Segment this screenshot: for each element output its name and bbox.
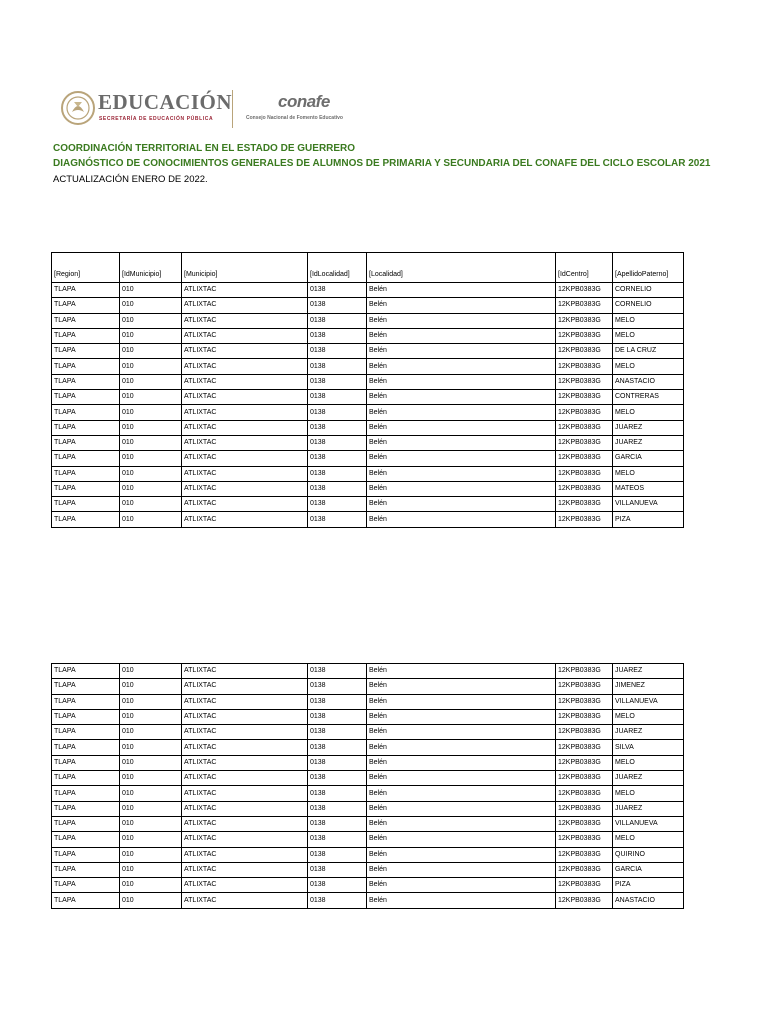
- cell-id-municipio: 010: [120, 344, 182, 359]
- table-row: [52, 755, 684, 770]
- table-row: [52, 298, 684, 313]
- column-header-apellido-paterno: [ApellidoPaterno]: [613, 253, 684, 283]
- cell-apellido-paterno: MELO: [613, 755, 684, 770]
- cell-id-municipio: 010: [120, 466, 182, 481]
- cell-municipio: ATLIXTAC: [182, 344, 308, 359]
- cell-region: TLAPA: [52, 359, 120, 374]
- cell-region: TLAPA: [52, 390, 120, 405]
- cell-id-municipio: 010: [120, 801, 182, 816]
- cell-region: TLAPA: [52, 771, 120, 786]
- cell-localidad: Belén: [367, 405, 556, 420]
- cell-municipio: ATLIXTAC: [182, 420, 308, 435]
- cell-localidad: Belén: [367, 359, 556, 374]
- cell-id-localidad: 0138: [308, 679, 367, 694]
- cell-id-localidad: 0138: [308, 313, 367, 328]
- cell-region: TLAPA: [52, 709, 120, 724]
- cell-apellido-paterno: JIMENEZ: [613, 679, 684, 694]
- cell-municipio: ATLIXTAC: [182, 786, 308, 801]
- cell-id-localidad: 0138: [308, 328, 367, 343]
- column-header-id-localidad: [IdLocalidad]: [308, 253, 367, 283]
- table-row: [52, 405, 684, 420]
- cell-municipio: ATLIXTAC: [182, 481, 308, 496]
- cell-id-centro: 12KPB0383G: [556, 786, 613, 801]
- cell-region: TLAPA: [52, 786, 120, 801]
- table-row: [52, 694, 684, 709]
- cell-region: TLAPA: [52, 451, 120, 466]
- cell-id-municipio: 010: [120, 313, 182, 328]
- cell-id-centro: 12KPB0383G: [556, 694, 613, 709]
- mexico-seal-icon: [60, 88, 96, 128]
- education-logo-subtitle: SECRETARÍA DE EDUCACIÓN PÚBLICA: [99, 116, 214, 122]
- cell-municipio: ATLIXTAC: [182, 878, 308, 893]
- cell-id-centro: 12KPB0383G: [556, 435, 613, 450]
- cell-id-centro: 12KPB0383G: [556, 328, 613, 343]
- cell-region: TLAPA: [52, 893, 120, 908]
- cell-apellido-paterno: MATEOS: [613, 481, 684, 496]
- cell-localidad: Belén: [367, 298, 556, 313]
- cell-apellido-paterno: JUAREZ: [613, 801, 684, 816]
- cell-id-municipio: 010: [120, 725, 182, 740]
- cell-region: TLAPA: [52, 664, 120, 679]
- table-row: [52, 679, 684, 694]
- cell-apellido-paterno: JUAREZ: [613, 771, 684, 786]
- cell-localidad: Belén: [367, 709, 556, 724]
- cell-apellido-paterno: CONTRERAS: [613, 390, 684, 405]
- cell-municipio: ATLIXTAC: [182, 405, 308, 420]
- table-row: [52, 359, 684, 374]
- cell-region: TLAPA: [52, 313, 120, 328]
- column-header-localidad: [Localidad]: [367, 253, 556, 283]
- cell-municipio: ATLIXTAC: [182, 435, 308, 450]
- cell-municipio: ATLIXTAC: [182, 755, 308, 770]
- cell-apellido-paterno: ANASTACIO: [613, 893, 684, 908]
- cell-apellido-paterno: MELO: [613, 466, 684, 481]
- cell-region: TLAPA: [52, 694, 120, 709]
- cell-id-municipio: 010: [120, 435, 182, 450]
- cell-region: TLAPA: [52, 816, 120, 831]
- cell-id-municipio: 010: [120, 771, 182, 786]
- table-row: [52, 344, 684, 359]
- cell-municipio: ATLIXTAC: [182, 374, 308, 389]
- cell-localidad: Belén: [367, 878, 556, 893]
- cell-id-localidad: 0138: [308, 771, 367, 786]
- cell-id-centro: 12KPB0383G: [556, 771, 613, 786]
- cell-id-centro: 12KPB0383G: [556, 344, 613, 359]
- cell-localidad: Belén: [367, 679, 556, 694]
- cell-apellido-paterno: MELO: [613, 328, 684, 343]
- cell-municipio: ATLIXTAC: [182, 709, 308, 724]
- cell-municipio: ATLIXTAC: [182, 725, 308, 740]
- cell-id-localidad: 0138: [308, 405, 367, 420]
- cell-apellido-paterno: GARCIA: [613, 451, 684, 466]
- cell-id-localidad: 0138: [308, 298, 367, 313]
- cell-municipio: ATLIXTAC: [182, 313, 308, 328]
- cell-id-centro: 12KPB0383G: [556, 374, 613, 389]
- cell-localidad: Belén: [367, 451, 556, 466]
- cell-municipio: ATLIXTAC: [182, 832, 308, 847]
- cell-localidad: Belén: [367, 481, 556, 496]
- cell-id-municipio: 010: [120, 390, 182, 405]
- table-row: [52, 816, 684, 831]
- table-row: [52, 878, 684, 893]
- cell-municipio: ATLIXTAC: [182, 893, 308, 908]
- cell-id-centro: 12KPB0383G: [556, 466, 613, 481]
- cell-municipio: ATLIXTAC: [182, 679, 308, 694]
- cell-id-centro: 12KPB0383G: [556, 816, 613, 831]
- cell-region: TLAPA: [52, 847, 120, 862]
- cell-municipio: ATLIXTAC: [182, 801, 308, 816]
- cell-localidad: Belén: [367, 816, 556, 831]
- table-row: [52, 283, 684, 298]
- cell-id-centro: 12KPB0383G: [556, 740, 613, 755]
- cell-localidad: Belén: [367, 664, 556, 679]
- cell-localidad: Belén: [367, 786, 556, 801]
- cell-id-centro: 12KPB0383G: [556, 451, 613, 466]
- cell-region: TLAPA: [52, 497, 120, 512]
- cell-apellido-paterno: PIZA: [613, 512, 684, 527]
- table-row: [52, 313, 684, 328]
- cell-id-centro: 12KPB0383G: [556, 359, 613, 374]
- cell-id-municipio: 010: [120, 481, 182, 496]
- cell-id-municipio: 010: [120, 374, 182, 389]
- cell-apellido-paterno: MELO: [613, 313, 684, 328]
- cell-id-localidad: 0138: [308, 435, 367, 450]
- cell-id-municipio: 010: [120, 664, 182, 679]
- cell-municipio: ATLIXTAC: [182, 328, 308, 343]
- column-header-municipio: [Municipio]: [182, 253, 308, 283]
- cell-id-centro: 12KPB0383G: [556, 832, 613, 847]
- column-header-id-centro: [IdCentro]: [556, 253, 613, 283]
- cell-id-municipio: 010: [120, 847, 182, 862]
- cell-id-municipio: 010: [120, 740, 182, 755]
- cell-id-localidad: 0138: [308, 816, 367, 831]
- cell-apellido-paterno: JUAREZ: [613, 420, 684, 435]
- table-row: [52, 740, 684, 755]
- cell-localidad: Belén: [367, 390, 556, 405]
- cell-id-centro: 12KPB0383G: [556, 481, 613, 496]
- cell-localidad: Belén: [367, 801, 556, 816]
- cell-region: TLAPA: [52, 740, 120, 755]
- cell-id-centro: 12KPB0383G: [556, 847, 613, 862]
- cell-id-localidad: 0138: [308, 512, 367, 527]
- conafe-logo-subtitle: Consejo Nacional de Fomento Educativo: [246, 115, 343, 121]
- cell-localidad: Belén: [367, 512, 556, 527]
- cell-id-localidad: 0138: [308, 481, 367, 496]
- cell-id-municipio: 010: [120, 755, 182, 770]
- cell-region: TLAPA: [52, 374, 120, 389]
- cell-municipio: ATLIXTAC: [182, 771, 308, 786]
- cell-localidad: Belén: [367, 755, 556, 770]
- cell-municipio: ATLIXTAC: [182, 466, 308, 481]
- cell-id-centro: 12KPB0383G: [556, 725, 613, 740]
- cell-id-municipio: 010: [120, 405, 182, 420]
- cell-apellido-paterno: VILLANUEVA: [613, 816, 684, 831]
- cell-apellido-paterno: DE LA CRUZ: [613, 344, 684, 359]
- cell-id-centro: 12KPB0383G: [556, 878, 613, 893]
- students-table-2: [51, 663, 684, 909]
- cell-id-localidad: 0138: [308, 755, 367, 770]
- cell-id-centro: 12KPB0383G: [556, 497, 613, 512]
- cell-id-centro: 12KPB0383G: [556, 512, 613, 527]
- cell-id-municipio: 010: [120, 497, 182, 512]
- cell-id-municipio: 010: [120, 816, 182, 831]
- cell-municipio: ATLIXTAC: [182, 847, 308, 862]
- conafe-logo-text: conafe: [278, 92, 330, 111]
- cell-municipio: ATLIXTAC: [182, 664, 308, 679]
- cell-id-municipio: 010: [120, 420, 182, 435]
- table-row: [52, 328, 684, 343]
- cell-localidad: Belén: [367, 497, 556, 512]
- cell-id-centro: 12KPB0383G: [556, 420, 613, 435]
- cell-id-centro: 12KPB0383G: [556, 801, 613, 816]
- cell-id-localidad: 0138: [308, 420, 367, 435]
- cell-region: TLAPA: [52, 755, 120, 770]
- cell-id-municipio: 010: [120, 709, 182, 724]
- cell-id-municipio: 010: [120, 893, 182, 908]
- column-header-region: [Region]: [52, 253, 120, 283]
- cell-apellido-paterno: ANASTACIO: [613, 374, 684, 389]
- cell-id-municipio: 010: [120, 328, 182, 343]
- cell-id-localidad: 0138: [308, 725, 367, 740]
- cell-id-municipio: 010: [120, 832, 182, 847]
- cell-region: TLAPA: [52, 512, 120, 527]
- cell-localidad: Belén: [367, 694, 556, 709]
- cell-localidad: Belén: [367, 771, 556, 786]
- cell-id-localidad: 0138: [308, 344, 367, 359]
- cell-localidad: Belén: [367, 725, 556, 740]
- table-row: [52, 725, 684, 740]
- cell-localidad: Belén: [367, 374, 556, 389]
- table-row: [52, 451, 684, 466]
- cell-municipio: ATLIXTAC: [182, 862, 308, 877]
- table-row: [52, 786, 684, 801]
- cell-apellido-paterno: CORNELIO: [613, 283, 684, 298]
- cell-region: TLAPA: [52, 679, 120, 694]
- cell-id-localidad: 0138: [308, 878, 367, 893]
- cell-localidad: Belén: [367, 832, 556, 847]
- cell-id-centro: 12KPB0383G: [556, 283, 613, 298]
- cell-apellido-paterno: MELO: [613, 709, 684, 724]
- cell-id-centro: 12KPB0383G: [556, 298, 613, 313]
- cell-id-centro: 12KPB0383G: [556, 862, 613, 877]
- cell-apellido-paterno: JUAREZ: [613, 725, 684, 740]
- cell-localidad: Belén: [367, 847, 556, 862]
- title-update-date: ACTUALIZACIÓN ENERO DE 2022.: [53, 174, 208, 185]
- cell-apellido-paterno: VILLANUEVA: [613, 497, 684, 512]
- cell-region: TLAPA: [52, 862, 120, 877]
- cell-id-municipio: 010: [120, 283, 182, 298]
- cell-apellido-paterno: JUAREZ: [613, 664, 684, 679]
- table-row: [52, 512, 684, 527]
- cell-region: TLAPA: [52, 298, 120, 313]
- cell-id-centro: 12KPB0383G: [556, 893, 613, 908]
- cell-localidad: Belén: [367, 328, 556, 343]
- cell-municipio: ATLIXTAC: [182, 816, 308, 831]
- cell-id-localidad: 0138: [308, 497, 367, 512]
- cell-municipio: ATLIXTAC: [182, 451, 308, 466]
- cell-apellido-paterno: MELO: [613, 405, 684, 420]
- table-row: [52, 771, 684, 786]
- table-header-row: [52, 253, 684, 283]
- cell-id-municipio: 010: [120, 862, 182, 877]
- header-logos: [60, 88, 360, 132]
- cell-id-centro: 12KPB0383G: [556, 679, 613, 694]
- table-row: [52, 832, 684, 847]
- table-row: [52, 847, 684, 862]
- cell-region: TLAPA: [52, 725, 120, 740]
- cell-id-municipio: 010: [120, 694, 182, 709]
- cell-id-municipio: 010: [120, 679, 182, 694]
- cell-id-localidad: 0138: [308, 359, 367, 374]
- cell-id-localidad: 0138: [308, 664, 367, 679]
- table-row: [52, 466, 684, 481]
- cell-id-centro: 12KPB0383G: [556, 709, 613, 724]
- cell-id-municipio: 010: [120, 878, 182, 893]
- table-row: [52, 497, 684, 512]
- cell-id-municipio: 010: [120, 298, 182, 313]
- cell-municipio: ATLIXTAC: [182, 359, 308, 374]
- cell-localidad: Belén: [367, 344, 556, 359]
- cell-id-localidad: 0138: [308, 801, 367, 816]
- cell-id-municipio: 010: [120, 451, 182, 466]
- cell-id-centro: 12KPB0383G: [556, 405, 613, 420]
- cell-id-localidad: 0138: [308, 694, 367, 709]
- cell-apellido-paterno: MELO: [613, 832, 684, 847]
- table-row: [52, 420, 684, 435]
- cell-id-localidad: 0138: [308, 847, 367, 862]
- title-coordination: COORDINACIÓN TERRITORIAL EN EL ESTADO DE GUERRERO: [53, 143, 356, 154]
- cell-localidad: Belén: [367, 740, 556, 755]
- cell-id-localidad: 0138: [308, 709, 367, 724]
- cell-apellido-paterno: SILVA: [613, 740, 684, 755]
- cell-municipio: ATLIXTAC: [182, 283, 308, 298]
- cell-localidad: Belén: [367, 435, 556, 450]
- cell-id-municipio: 010: [120, 359, 182, 374]
- cell-region: TLAPA: [52, 832, 120, 847]
- cell-id-centro: 12KPB0383G: [556, 390, 613, 405]
- education-logo-text: EDUCACIÓN: [98, 90, 233, 114]
- cell-municipio: ATLIXTAC: [182, 298, 308, 313]
- logo-divider: [232, 90, 233, 128]
- cell-apellido-paterno: MELO: [613, 786, 684, 801]
- column-header-id-municipio: [IdMunicipio]: [120, 253, 182, 283]
- title-diagnostic: DIAGNÓSTICO DE CONOCIMIENTOS GENERALES DE ALUMNOS DE PRIMARIA Y SECUNDARIA DEL CONAFE DEL CICLO ESCOLAR 2021: [53, 158, 711, 169]
- cell-apellido-paterno: QUIRINO: [613, 847, 684, 862]
- cell-apellido-paterno: MELO: [613, 359, 684, 374]
- cell-apellido-paterno: VILLANUEVA: [613, 694, 684, 709]
- cell-localidad: Belén: [367, 893, 556, 908]
- cell-region: TLAPA: [52, 328, 120, 343]
- cell-apellido-paterno: JUAREZ: [613, 435, 684, 450]
- cell-municipio: ATLIXTAC: [182, 497, 308, 512]
- cell-municipio: ATLIXTAC: [182, 390, 308, 405]
- cell-region: TLAPA: [52, 466, 120, 481]
- cell-apellido-paterno: PIZA: [613, 878, 684, 893]
- cell-region: TLAPA: [52, 435, 120, 450]
- cell-localidad: Belén: [367, 313, 556, 328]
- cell-id-municipio: 010: [120, 512, 182, 527]
- cell-id-localidad: 0138: [308, 893, 367, 908]
- cell-id-centro: 12KPB0383G: [556, 313, 613, 328]
- cell-region: TLAPA: [52, 283, 120, 298]
- cell-municipio: ATLIXTAC: [182, 694, 308, 709]
- cell-localidad: Belén: [367, 466, 556, 481]
- cell-id-localidad: 0138: [308, 283, 367, 298]
- cell-id-localidad: 0138: [308, 786, 367, 801]
- cell-localidad: Belén: [367, 283, 556, 298]
- cell-id-centro: 12KPB0383G: [556, 664, 613, 679]
- cell-id-localidad: 0138: [308, 451, 367, 466]
- cell-region: TLAPA: [52, 344, 120, 359]
- cell-localidad: Belén: [367, 862, 556, 877]
- students-table-1: [51, 252, 684, 528]
- cell-apellido-paterno: GARCIA: [613, 862, 684, 877]
- cell-region: TLAPA: [52, 405, 120, 420]
- cell-id-localidad: 0138: [308, 862, 367, 877]
- table-row: [52, 390, 684, 405]
- cell-id-localidad: 0138: [308, 374, 367, 389]
- cell-id-municipio: 010: [120, 786, 182, 801]
- cell-region: TLAPA: [52, 481, 120, 496]
- table-row: [52, 709, 684, 724]
- cell-id-localidad: 0138: [308, 390, 367, 405]
- table-row: [52, 435, 684, 450]
- table-row: [52, 374, 684, 389]
- cell-region: TLAPA: [52, 878, 120, 893]
- cell-municipio: ATLIXTAC: [182, 512, 308, 527]
- cell-id-centro: 12KPB0383G: [556, 755, 613, 770]
- cell-id-localidad: 0138: [308, 466, 367, 481]
- table-row: [52, 893, 684, 908]
- cell-id-localidad: 0138: [308, 740, 367, 755]
- cell-region: TLAPA: [52, 801, 120, 816]
- cell-localidad: Belén: [367, 420, 556, 435]
- cell-region: TLAPA: [52, 420, 120, 435]
- cell-apellido-paterno: CORNELIO: [613, 298, 684, 313]
- cell-municipio: ATLIXTAC: [182, 740, 308, 755]
- cell-id-localidad: 0138: [308, 832, 367, 847]
- table-row: [52, 862, 684, 877]
- table-row: [52, 801, 684, 816]
- table-row: [52, 481, 684, 496]
- table-row: [52, 664, 684, 679]
